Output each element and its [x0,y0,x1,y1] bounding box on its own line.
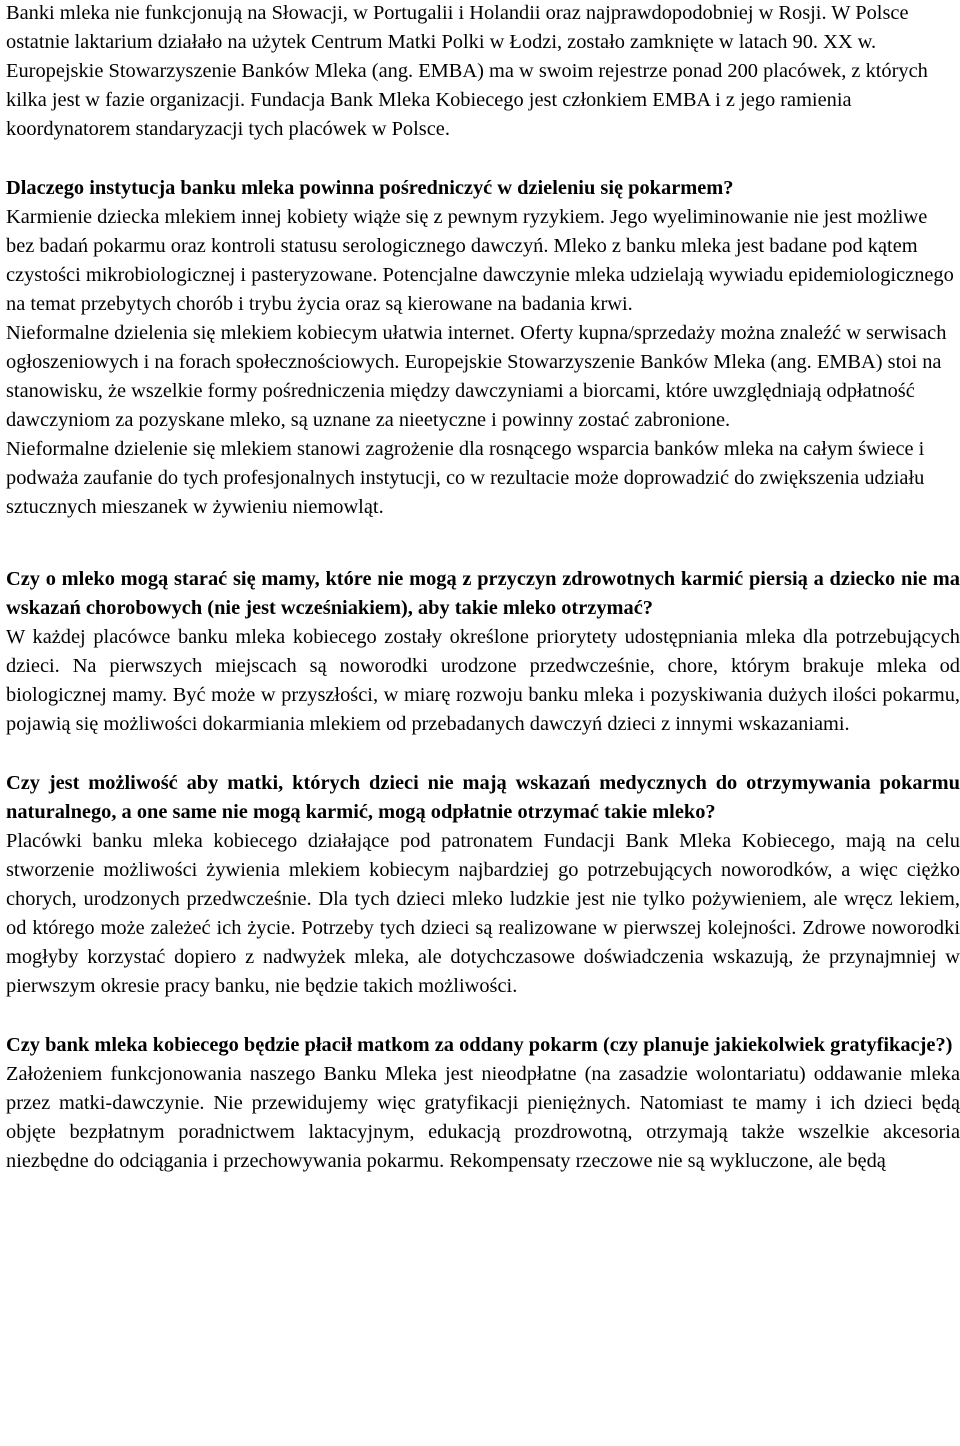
section-1-answer-1: Karmienie dziecka mlekiem innej kobiety wiąże się z pewnym ryzykiem. Jego wyeliminowanie nie jest możliwe bez badań pokarmu oraz kontroli statusu serologicznego dawczyń. Mleko z banku mleka jest badane pod kątem czystości mikrobiologicznej i pasteryzowane. Potencjalne dawczynie mleka udzielają wywiadu epidemiologicznego na temat przebytych chorób i trybu życia oraz są kierowane na badania krwi. [6,206,954,315]
document-page [6,0,960,1176]
spacer [6,739,960,769]
intro-paragraph-1: Banki mleka nie funkcjonują na Słowacji, w Portugalii i Holandii oraz najprawdopodobniej w Rosji. W Polsce ostatnie laktarium działało na użytek Centrum Matki Polki w Łodzi, zostało zamknięte w latach 90. XX w. [6,2,909,53]
section-1-answer-3: Nieformalne dzielenie się mlekiem stanowi zagrożenie dla rosnącego wsparcia banków mleka na całym świece i podważa zaufanie do tych profesjonalnych instytucji, co w rezultacie może doprowadzić do zwiększenia udziału sztucznych mieszanek w żywieniu niemowląt. [6,438,925,518]
section-2-answer: W każdej placówce banku mleka kobiecego zostały określone priorytety udostępniania mleka dla potrzebujących dzieci. Na pierwszych miejscach są noworodki urodzone przedwcześnie, chore, którym brakuje mleka od biologicznej mamy. Być może w przyszłości, w miarę rozwoju banku mleka i pozyskiwania dużych ilości pokarmu, pojawią się możliwości dokarmiania mlekiem od przebadanych dawczyń dzieci z innymi wskazaniami. [6,626,960,735]
spacer [6,522,960,565]
section-3-question: Czy jest możliwość aby matki, których dzieci nie mają wskazań medycznych do otrzymywania pokarmu naturalnego, a one same nie mogą karmić, mogą odpłatnie otrzymać takie mleko? [6,772,960,823]
section-3-answer: Placówki banku mleka kobiecego działające pod patronatem Fundacji Bank Mleka Kobiecego, mają na celu stworzenie możliwości żywienia mlekiem kobiecym najbardziej go potrzebujących noworodków, a więc ciężko chorych, urodzonych przedwcześnie. Dla tych dzieci mleko ludzkie jest nie tylko pożywieniem, ale wręcz lekiem, od którego może zależeć ich życie. Potrzeby tych dzieci są realizowane w pierwszej kolejności. Zdrowe noworodki mogłyby korzystać dopiero z nadwyżek mleka, ale dotychczasowe doświadczenia wskazują, że przynajmniej w pierwszym okresie pracy banku, nie będzie takich możliwości. [6,830,960,997]
spacer [6,1001,960,1031]
intro-paragraph-2: Europejskie Stowarzyszenie Banków Mleka (ang. EMBA) ma w swoim rejestrze ponad 200 placówek, z których kilka jest w fazie organizacji. Fundacja Bank Mleka Kobiecego jest członkiem EMBA i z jego ramienia koordynatorem standaryzacji tych placówek w Polsce. [6,60,928,140]
section-4-answer: Założeniem funkcjonowania naszego Banku Mleka jest nieodpłatne (na zasadzie wolontariatu) oddawanie mleka przez matki-dawczynie. Nie przewidujemy więc gratyfikacji pieniężnych. Natomiast te mamy i ich dzieci będą objęte bezpłatnym poradnictwem laktacyjnym, edukacją prozdrowotną, otrzymają także wszelkie akcesoria niezbędne do odciągania i przechowywania pokarmu. Rekompensaty rzeczowe nie są wykluczone, ale będą [6,1063,960,1172]
section-4-question: Czy bank mleka kobiecego będzie płacił matkom za oddany pokarm (czy planuje jakiekolwiek gratyfikacje?) [6,1034,953,1056]
section-2-question: Czy o mleko mogą starać się mamy, które nie mogą z przyczyn zdrowotnych karmić piersią a dziecko nie ma wskazań chorobowych (nie jest wcześniakiem), aby takie mleko otrzymać? [6,568,960,619]
spacer [6,144,960,174]
section-1-answer-2: Nieformalne dzielenia się mlekiem kobiecym ułatwia internet. Oferty kupna/sprzedaży można znaleźć w serwisach ogłoszeniowych i na forach społecznościowych. Europejskie Stowarzyszenie Banków Mleka (ang. EMBA) stoi na stanowisku, że wszelkie formy pośredniczenia między dawczyniami a biorcami, które uwzględniają odpłatność dawczyniom za pozyskane mleko, są uznane za nieetyczne i powinny zostać zabronione. [6,322,947,431]
section-1-question: Dlaczego instytucja banku mleka powinna pośredniczyć w dzieleniu się pokarmem? [6,177,734,199]
